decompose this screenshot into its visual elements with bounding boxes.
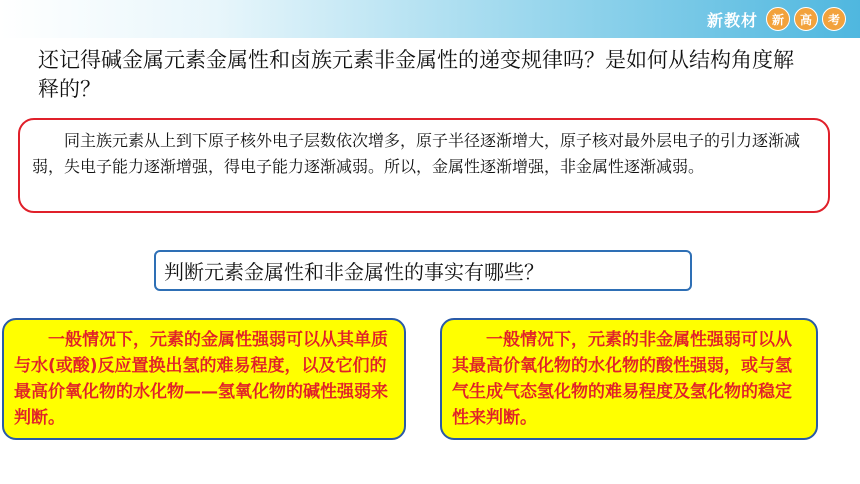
brand-circle-kao: 考 (822, 7, 846, 31)
nonmetal-criteria-text: 一般情况下，元素的非金属性强弱可以从其最高价氧化物的水化物的酸性强弱，或与氢气生成气态氢化物的难易程度及氢化物的稳定性来判断。 (452, 330, 792, 428)
brand-logo (707, 7, 846, 31)
brand-circle-gao: 高 (794, 7, 818, 31)
answer-box (18, 118, 830, 213)
metal-criteria-card (2, 318, 406, 440)
facts-heading: 判断元素金属性和非金属性的事实有哪些？ (164, 260, 544, 284)
facts-heading-box (154, 250, 692, 291)
brand-circle-xin: 新 (766, 7, 790, 31)
question-text: 还记得碱金属元素金属性和卤族元素非金属性的递变规律吗？是如何从结构角度解释的？ (38, 48, 794, 101)
header-banner (0, 0, 860, 38)
answer-text: 同主族元素从上到下原子核外电子层数依次增多，原子半径逐渐增大，原子核对最外层电子的引力逐渐减弱，失电子能力逐渐增强，得电子能力逐渐减弱。所以，金属性逐渐增强，非金属性逐渐减弱。 (32, 131, 801, 176)
nonmetal-criteria-card (440, 318, 818, 440)
metal-criteria-text: 一般情况下，元素的金属性强弱可以从其单质与水(或酸)反应置换出氢的难易程度，以及它们的最高价氧化物的水化物——氢氧化物的碱性强弱来判断。 (14, 330, 388, 428)
brand-text: 新教材 (706, 10, 758, 30)
